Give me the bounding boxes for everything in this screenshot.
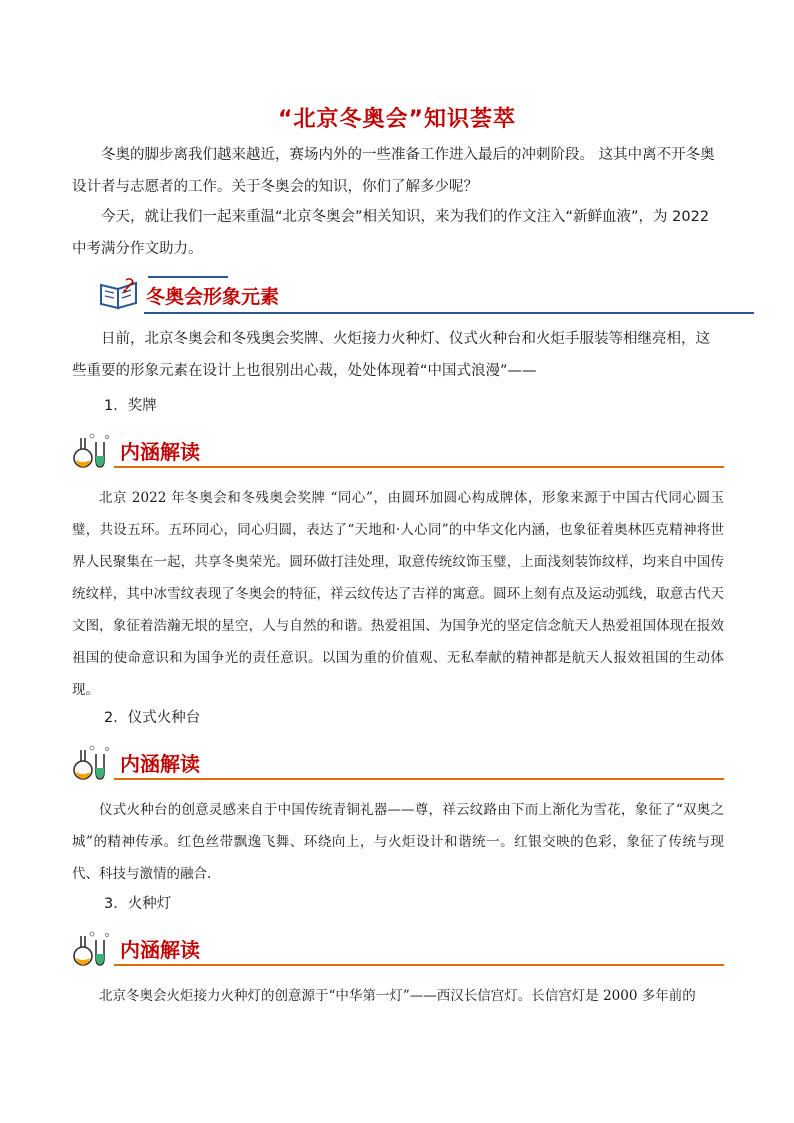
interpretation-text-cauldron: 仪式火种台的创意灵感来自于中国传统青铜礼器——尊，祥云纹路由下而上渐化为雪花，象征了“双奥之城”的精神传承。红色丝带飘逸飞舞、环绕向上，与火炬设计和谐统一。红银交映的色彩，象征了传统与现代、科技与激情的融合. (72, 802, 724, 882)
section-title: 冬奥会形象元素 (146, 286, 280, 308)
interpretation-title: 内涵解读 (120, 752, 200, 776)
item-label-medal: 1．奖牌 (104, 398, 157, 414)
interpretation-header (72, 430, 724, 470)
section-bottom-rule (144, 312, 754, 314)
interpretation-header (72, 742, 724, 782)
interpretation-rule (114, 964, 724, 966)
section-intro: 日前，北京冬奥会和冬残奥会奖牌、火炬接力火种灯、仪式火种台和火炬手服装等相继亮相，这些重要的形象元素在设计上也很别出心裁，处处体现着“中国式浪漫”—— (72, 331, 710, 379)
intro-paragraph-1: 冬奥的脚步离我们越来越近，赛场内外的一些准备工作进入最后的冲刺阶段。 这其中离不开冬奥设计者与志愿者的工作。关于冬奥会的知识，你们了解多少呢？ (72, 147, 715, 195)
section-top-rule (148, 276, 228, 278)
item-label-cauldron: 2．仪式火种台 (104, 710, 201, 726)
page-title: “北京冬奥会”知识荟萃 (278, 107, 516, 132)
flask-icon (72, 430, 112, 470)
flask-icon (72, 928, 112, 968)
interpretation-text-lantern: 北京冬奥会火炬接力火种灯的创意源于“中华第一灯”——西汉长信宫灯。长信宫灯是 2000 多年前的 (99, 988, 696, 1004)
flask-icon (72, 742, 112, 782)
item-label-lantern: 3．火种灯 (104, 896, 172, 912)
interpretation-title: 内涵解读 (120, 938, 200, 962)
interpretation-title: 内涵解读 (120, 440, 200, 464)
interpretation-rule (114, 778, 724, 780)
interpretation-rule (114, 466, 724, 468)
section-header (98, 272, 754, 316)
interpretation-header (72, 928, 724, 968)
interpretation-text-medal: 北京 2022 年冬奥会和冬残奥会奖牌 “同心”，由圆环加圆心构成牌体，形象来源于中国古代同心圆玉璧，共设五环。五环同心，同心归圆，表达了“天地和·人心同”的中华文化内涵，也象征着奥林匹克精神将世界人民聚集在一起，共享冬奥荣光。圆环做打洼处理，取意传统纹饰玉璧，上面浅刻装饰纹样，均来自中国传统纹样，其中冰雪纹表现了冬奥会的特征，祥云纹传达了吉祥的寓意。圆环上刻有点及运动弧线，取意古代天文图，象征着浩瀚无垠的星空，人与自然的和谐。热爱祖国、为国争光的坚定信念航天人热爱祖国体现在报效祖国的使命意识和为国争光的责任意识。以国为重的价值观、无私奉献的精神都是航天人报效祖国的生动体现。 (72, 490, 724, 698)
book-icon (98, 277, 140, 311)
intro-paragraph-2: 今天，就让我们一起来重温“北京冬奥会”相关知识，来为我们的作文注入“新鲜血液”，为 2022 中考满分作文助力。 (72, 209, 710, 257)
